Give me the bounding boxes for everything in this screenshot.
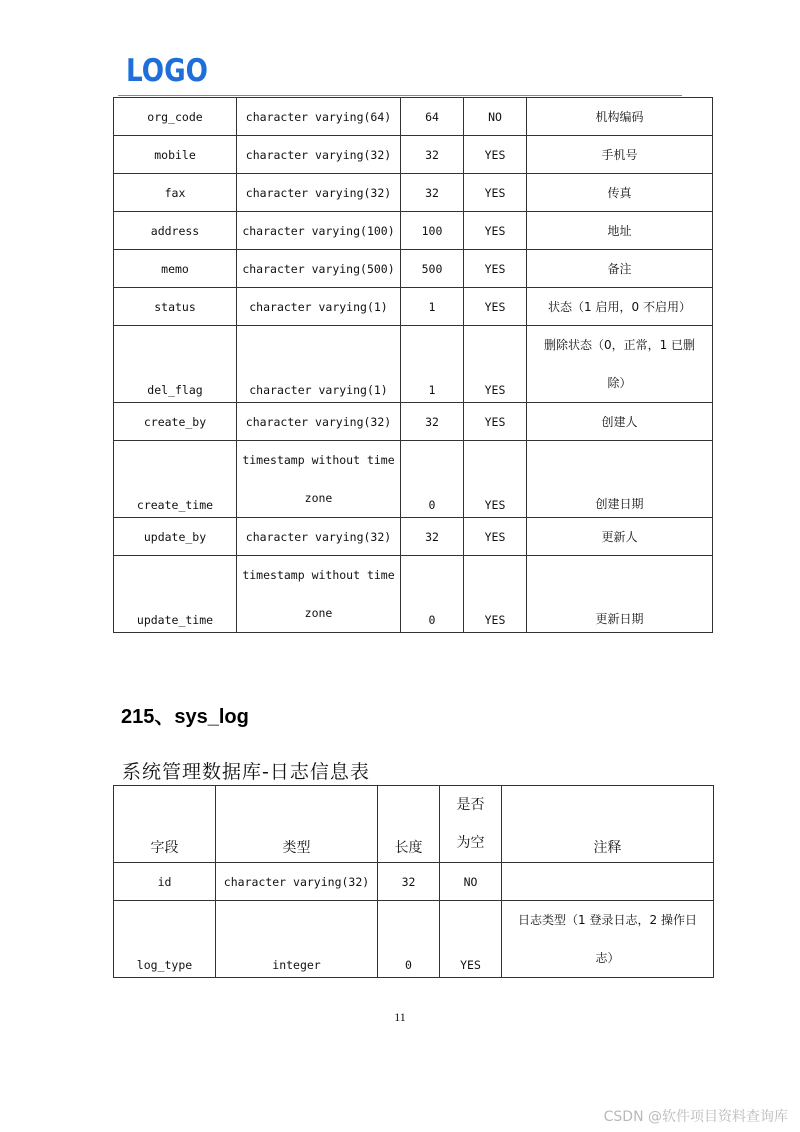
field-name-cell: create_time <box>114 441 237 518</box>
nullable-cell: YES <box>440 901 502 978</box>
header-line: 是否 <box>456 797 485 813</box>
length-cell: 1 <box>401 326 464 403</box>
data-type-cell: character varying(32) <box>237 518 401 556</box>
data-type-line: timestamp without time <box>242 453 395 467</box>
field-name-cell: memo <box>114 250 237 288</box>
page-number: 11 <box>394 1010 406 1024</box>
column-header-field: 字段 <box>114 786 216 863</box>
comment-line: 除） <box>607 376 632 390</box>
comment-cell: 更新人 <box>527 518 713 556</box>
column-header-nullable <box>440 786 502 863</box>
field-name-cell: fax <box>114 174 237 212</box>
table-caption: 系统管理数据库-日志信息表 <box>122 761 370 783</box>
length-cell: 32 <box>401 518 464 556</box>
data-type-cell <box>237 556 401 633</box>
length-cell: 0 <box>401 441 464 518</box>
comment-line: 删除状态（0，正常，1 已删 <box>543 338 696 352</box>
length-cell: 64 <box>401 98 464 136</box>
data-type-cell: character varying(64) <box>237 98 401 136</box>
watermark: CSDN @软件项目资料查询库 <box>603 1109 788 1125</box>
comment-line: 日志类型（1 登录日志，2 操作日 <box>518 913 697 927</box>
continued-field-table <box>113 97 713 633</box>
comment-cell: 更新日期 <box>527 556 713 633</box>
column-header-type: 类型 <box>216 786 378 863</box>
field-name-cell: address <box>114 212 237 250</box>
nullable-cell: YES <box>464 174 527 212</box>
data-type-cell: character varying(100) <box>237 212 401 250</box>
table-header-row <box>114 786 714 863</box>
comment-cell: 传真 <box>527 174 713 212</box>
field-name-cell: mobile <box>114 136 237 174</box>
field-name-cell: update_by <box>114 518 237 556</box>
logo <box>126 54 210 88</box>
nullable-cell: NO <box>440 863 502 901</box>
field-name-cell: org_code <box>114 98 237 136</box>
section-heading: 215、sys_log <box>121 706 249 728</box>
table-row <box>114 403 713 441</box>
comment-cell <box>502 863 714 901</box>
table-row <box>114 901 714 978</box>
data-type-cell: character varying(1) <box>237 288 401 326</box>
table-row <box>114 441 713 518</box>
comment-cell: 机构编码 <box>527 98 713 136</box>
table-row <box>114 863 714 901</box>
header-divider <box>118 95 682 96</box>
length-cell: 32 <box>401 136 464 174</box>
comment-cell: 创建日期 <box>527 441 713 518</box>
svg-text:LOGO: LOGO <box>126 53 208 89</box>
table-row <box>114 518 713 556</box>
header-line: 为空 <box>456 835 485 851</box>
sys-log-field-table <box>113 785 714 978</box>
data-type-cell: character varying(32) <box>237 174 401 212</box>
length-cell: 500 <box>401 250 464 288</box>
comment-cell: 备注 <box>527 250 713 288</box>
field-name-cell: status <box>114 288 237 326</box>
nullable-cell: YES <box>464 136 527 174</box>
data-type-cell: integer <box>216 901 378 978</box>
length-cell: 32 <box>401 174 464 212</box>
data-type-line: zone <box>304 606 333 620</box>
nullable-cell: YES <box>464 212 527 250</box>
column-header-length: 长度 <box>378 786 440 863</box>
nullable-cell: NO <box>464 98 527 136</box>
nullable-cell: YES <box>464 288 527 326</box>
length-cell: 32 <box>378 863 440 901</box>
data-type-cell: character varying(1) <box>237 326 401 403</box>
data-type-line: zone <box>304 491 333 505</box>
table-row <box>114 556 713 633</box>
length-cell: 32 <box>401 403 464 441</box>
length-cell: 0 <box>378 901 440 978</box>
field-name-cell: log_type <box>114 901 216 978</box>
table-row <box>114 174 713 212</box>
comment-cell <box>527 326 713 403</box>
field-name-cell: del_flag <box>114 326 237 403</box>
logo-wordmark <box>126 53 210 89</box>
column-header-comment: 注释 <box>502 786 714 863</box>
comment-cell: 状态（1 启用，0 不启用） <box>527 288 713 326</box>
length-cell: 0 <box>401 556 464 633</box>
comment-cell <box>502 901 714 978</box>
table-row <box>114 288 713 326</box>
nullable-cell: YES <box>464 556 527 633</box>
table-row <box>114 212 713 250</box>
data-type-line: timestamp without time <box>242 568 395 582</box>
length-cell: 100 <box>401 212 464 250</box>
field-name-cell: id <box>114 863 216 901</box>
table-row <box>114 326 713 403</box>
field-name-cell: create_by <box>114 403 237 441</box>
comment-cell: 创建人 <box>527 403 713 441</box>
data-type-cell: character varying(32) <box>216 863 378 901</box>
comment-line: 志） <box>595 951 620 965</box>
nullable-cell: YES <box>464 441 527 518</box>
nullable-cell: YES <box>464 518 527 556</box>
data-type-cell: character varying(32) <box>237 403 401 441</box>
data-type-cell <box>237 441 401 518</box>
table-row <box>114 98 713 136</box>
data-type-cell: character varying(500) <box>237 250 401 288</box>
nullable-cell: YES <box>464 250 527 288</box>
nullable-cell: YES <box>464 326 527 403</box>
comment-cell: 手机号 <box>527 136 713 174</box>
table-row <box>114 136 713 174</box>
field-name-cell: update_time <box>114 556 237 633</box>
length-cell: 1 <box>401 288 464 326</box>
table-row <box>114 250 713 288</box>
nullable-cell: YES <box>464 403 527 441</box>
comment-cell: 地址 <box>527 212 713 250</box>
data-type-cell: character varying(32) <box>237 136 401 174</box>
